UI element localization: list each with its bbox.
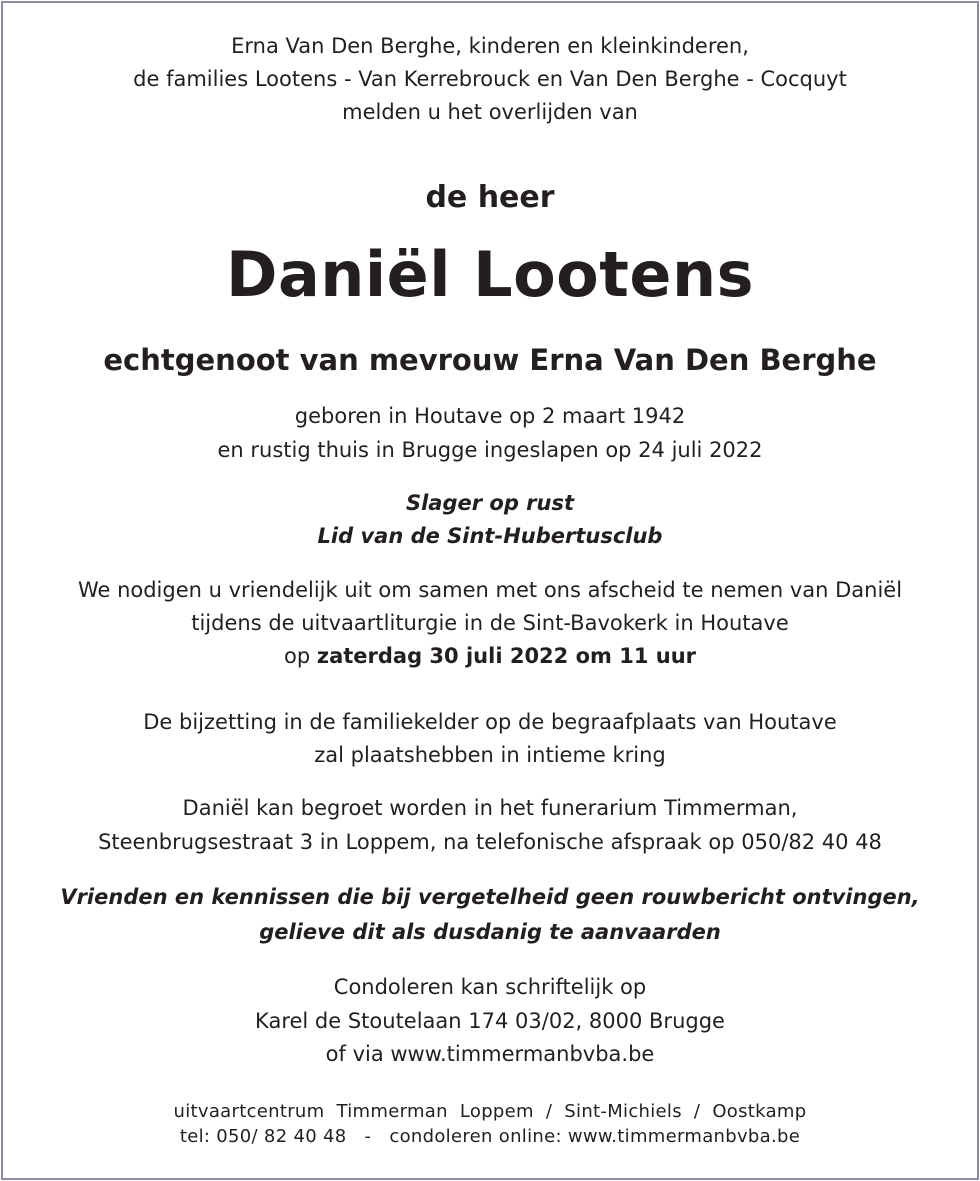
ceremony-line-1: We nodigen u vriendelijk uit om samen met ons afscheid te nemen van Daniël <box>77 578 903 602</box>
condolences-line-1: Condoleren kan schriftelijk op <box>333 975 647 999</box>
ceremony-date: zaterdag 30 juli 2022 om 11 uur <box>316 644 696 668</box>
ceremony-prefix: op <box>284 644 317 668</box>
role-line-2: Lid van de Sint-Hubertusclub <box>317 524 663 548</box>
notice-line-2: gelieve dit als dusdanig te aanvaarden <box>259 920 721 944</box>
visit-line-2: Steenbrugsestraat 3 in Loppem, na telefonische afspraak op 050/82 40 48 <box>98 830 882 854</box>
condolences-line-3: of via www.timmermanbvba.be <box>325 1042 655 1066</box>
spouse-line: echtgenoot van mevrouw Erna Van Den Berghe <box>103 343 877 377</box>
deceased-title: de heer <box>425 180 555 215</box>
burial-line-2: zal plaatshebben in intieme kring <box>314 743 666 767</box>
ceremony-line-3 <box>0 646 980 667</box>
visit-line-1: Daniël kan begroet worden in het funerarium Timmerman, <box>182 796 798 820</box>
death-line: en rustig thuis in Brugge ingeslapen op 24 juli 2022 <box>217 438 763 462</box>
footer-line-2: tel: 050/ 82 40 48 - condoleren online: www.timmermanbvba.be <box>179 1126 801 1147</box>
deceased-name: Daniël Lootens <box>225 238 754 311</box>
burial-line-1: De bijzetting in de familiekelder op de begraafplaats van Houtave <box>143 710 837 734</box>
announcers-line-1: Erna Van Den Berghe, kinderen en kleinkinderen, <box>231 34 749 58</box>
footer-line-1: uitvaartcentrum Timmerman Loppem / Sint-Michiels / Oostkamp <box>173 1101 807 1122</box>
ceremony-line-2: tijdens de uitvaartliturgie in de Sint-Bavokerk in Houtave <box>191 611 789 635</box>
condolences-line-2: Karel de Stoutelaan 174 03/02, 8000 Brugge <box>255 1009 725 1033</box>
announcers-line-2: de families Lootens - Van Kerrebrouck en Van Den Berghe - Cocquyt <box>133 67 847 91</box>
birth-line: geboren in Houtave op 2 maart 1942 <box>294 404 686 428</box>
role-line-1: Slager op rust <box>405 491 575 515</box>
notice-line-1: Vrienden en kennissen die bij vergetelheid geen rouwbericht ontvingen, <box>60 885 920 909</box>
announcers-line-3: melden u het overlijden van <box>342 100 638 124</box>
